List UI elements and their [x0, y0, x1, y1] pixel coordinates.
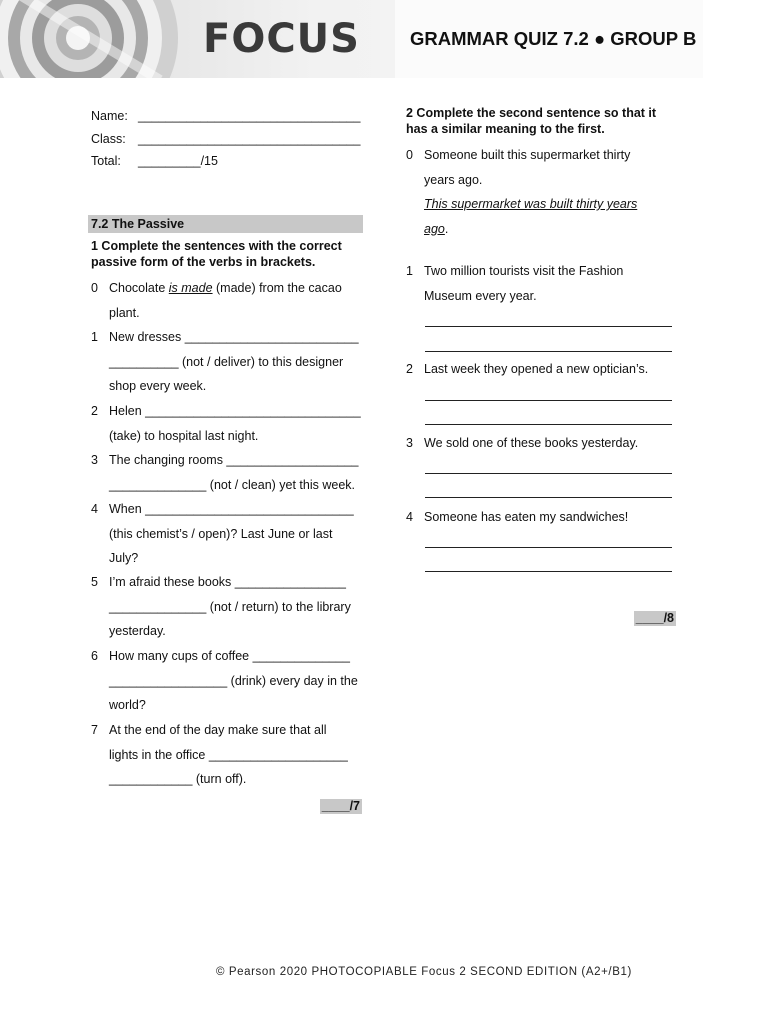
item-line1: Two million tourists visit the Fashion — [424, 264, 624, 278]
section-title: 7.2 The Passive — [88, 215, 363, 233]
item-line3: world? — [109, 698, 146, 712]
exercise1-instruction — [91, 238, 342, 270]
answer-line[interactable] — [425, 473, 672, 474]
item-line1: Last week they opened a new optician’s. — [424, 362, 649, 376]
answer-line[interactable] — [425, 326, 672, 327]
example-line1: Someone built this supermarket thirty — [424, 148, 631, 162]
answer-line[interactable] — [425, 571, 672, 572]
footer-copyright: © Pearson 2020 PHOTOCOPIABLE Focus 2 SECOND EDITION (A2+/B1) — [216, 966, 632, 978]
item-line2[interactable]: ______________ (not / clean) yet this week. — [109, 477, 356, 492]
total-label: Total: — [91, 154, 121, 168]
item-line3: yesterday. — [109, 624, 166, 638]
focus-disc-graphic — [0, 0, 230, 78]
item-number: 3 — [91, 453, 98, 467]
item-line1[interactable]: Helen _______________________________ — [109, 404, 361, 418]
item-line1[interactable]: The changing rooms ___________________ — [109, 453, 359, 467]
item-line1: Someone has eaten my sandwiches! — [424, 510, 629, 524]
header-banner — [0, 0, 703, 78]
name-field[interactable]: ________________________________ — [138, 109, 361, 123]
class-label: Class: — [91, 132, 126, 146]
item-number: 4 — [91, 502, 98, 516]
item-number: 1 — [406, 264, 413, 278]
answer-line[interactable] — [425, 424, 672, 425]
example-answer: ago — [424, 221, 445, 236]
item-number: 0 — [91, 281, 98, 295]
item-line1[interactable]: I’m afraid these books ________________ — [109, 575, 346, 589]
item-line1 — [109, 276, 342, 301]
example-answer-line2 — [424, 217, 448, 242]
example-period: . — [444, 221, 449, 236]
item-line2: (this chemist’s / open)? Last June or last — [109, 526, 333, 541]
item-line2: (take) to hospital last night. — [109, 428, 259, 443]
item-line2[interactable]: ______________ (not / return) to the library — [109, 599, 351, 614]
item-line2[interactable]: lights in the office ____________________ — [109, 747, 348, 762]
item-line1: At the end of the day make sure that all — [109, 723, 327, 737]
exercise1-instruction-line1: 1 Complete the sentences with the correct — [91, 239, 342, 253]
answer-line[interactable] — [425, 351, 672, 352]
total-field[interactable]: _________/15 — [138, 154, 218, 168]
focus-logo: FOCUS — [203, 16, 360, 62]
item-line1[interactable]: New dresses _________________________ — [109, 330, 359, 344]
item-text: (made) from the cacao — [212, 281, 342, 295]
answer-line[interactable] — [425, 497, 672, 498]
answer-line[interactable] — [425, 400, 672, 401]
quiz-title: GRAMMAR QUIZ 7.2 ● GROUP B — [410, 28, 697, 49]
item-number: 4 — [406, 510, 413, 524]
item-line3: July? — [109, 551, 139, 565]
exercise2-score[interactable]: ____/8 — [635, 611, 674, 625]
class-field[interactable]: ________________________________ — [138, 132, 361, 146]
name-label: Name: — [91, 109, 128, 123]
item-number: 1 — [91, 330, 98, 344]
item-line1: We sold one of these books yesterday. — [424, 436, 639, 450]
exercise2-instruction-line2: has a similar meaning to the first. — [406, 122, 605, 136]
item-number: 3 — [406, 436, 413, 450]
item-line1[interactable]: How many cups of coffee ______________ — [109, 649, 350, 663]
item-line3: shop every week. — [109, 379, 207, 393]
exercise1-instruction-line2: passive form of the verbs in brackets. — [91, 255, 316, 269]
item-line2[interactable]: __________ (not / deliver) to this designer — [109, 354, 344, 369]
item-number: 2 — [406, 362, 413, 376]
exercise1-score[interactable]: ____/7 — [321, 799, 360, 813]
exercise2-instruction — [406, 105, 656, 137]
item-line1[interactable]: When ______________________________ — [109, 502, 354, 516]
item-number: 7 — [91, 723, 98, 737]
example-answer: is made — [168, 281, 213, 295]
item-number: 5 — [91, 575, 98, 589]
item-number: 2 — [91, 404, 98, 418]
item-line2: Museum every year. — [424, 288, 537, 303]
item-line3[interactable]: ____________ (turn off). — [109, 772, 247, 786]
exercise2-instruction-line1: 2 Complete the second sentence so that it — [406, 106, 657, 120]
item-number: 0 — [406, 148, 413, 162]
item-text: Chocolate — [109, 281, 169, 295]
example-line2: years ago. — [424, 172, 483, 187]
answer-line[interactable] — [425, 547, 672, 548]
item-line2: plant. — [109, 305, 140, 320]
example-answer-line1: This supermarket was built thirty years — [424, 197, 638, 211]
item-line2[interactable]: _________________ (drink) every day in the — [109, 673, 358, 688]
item-number: 6 — [91, 649, 98, 663]
